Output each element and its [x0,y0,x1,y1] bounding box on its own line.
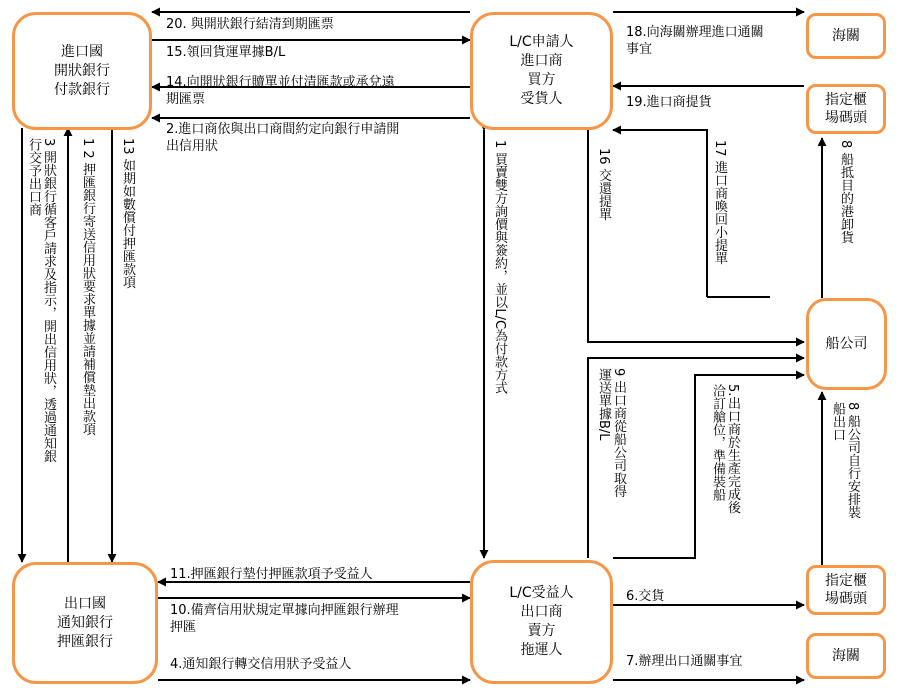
importer-bank-box [12,12,152,130]
step-15-label: 15.領回貨運單據B/L [166,45,286,60]
step-12-label: 1 2 押匯銀行寄送信用狀要求單據並請補償墊出款項 [80,138,95,436]
step-2-label: 2.進口商依與出口商間約定向銀行申請開 出信用狀 [166,122,400,154]
step-17-label: 17 進口商喚回小提單 [712,140,727,265]
step-8b-label: 8 船公司自行安排裝 船出口 [830,402,860,519]
step-3-label: 3 開狀銀行循客戶請求及指示，開出信用狀，透過通知銀 行交予出口商 [26,138,56,463]
beneficiary-line-1: L/C受益人 [509,585,574,601]
import-customs-label: 海關 [832,28,860,44]
beneficiary-box [470,560,613,684]
import-terminal-box [806,84,886,134]
beneficiary-line-3: 賣方 [527,623,556,639]
exporter-bank-line-3: 押匯銀行 [57,633,113,650]
export-customs-label: 海關 [832,648,860,664]
exporter-bank-box [12,562,158,684]
step-10-label: 10.備齊信用狀規定單據向押匯銀行辦理 押匯 [170,603,399,635]
arrow-17 [613,130,770,300]
exporter-bank-line-1: 出口國 [64,595,106,612]
beneficiary-line-2: 出口商 [520,604,563,620]
shipping-company-box [806,298,887,390]
shipping-company-label: 船公司 [825,335,868,352]
step-8a-label: 8 船抵目的港卸貨 [838,140,853,244]
exporter-bank-line-2: 通知銀行 [57,614,113,631]
applicant-line-2: 進口商 [520,53,563,69]
step-1-label: 1 買賣雙方詢價與簽約，並以L/C為付款方式 [492,140,507,395]
import-terminal-line-2: 場碼頭 [825,110,867,126]
step-11-label: 11.押匯銀行墊付押匯款項予受益人 [170,567,373,582]
arrow-5 [613,375,804,558]
export-terminal-line-1: 指定櫃 [825,573,867,589]
export-customs-box [806,633,886,679]
arrow-16 [588,130,804,342]
step-19-label: 19.進口商提貨 [626,95,712,110]
step-20-label: 20. 與開狀銀行結清到期匯票 [166,17,334,32]
export-terminal-box [806,565,886,615]
step-5-label: 5.出口商於生產完成後 洽訂艙位，準備裝船 [710,384,740,514]
import-customs-box [806,13,886,59]
export-terminal-line-2: 場碼頭 [825,591,867,607]
importer-bank-line-3: 付款銀行 [54,81,110,98]
applicant-line-1: L/C申請人 [509,34,574,50]
step-18-label: 18.向海關辦理進口通關 事宜 [626,25,764,57]
step-6-label: 6.交貨 [626,589,665,604]
applicant-box [470,12,613,130]
applicant-line-4: 受貨人 [520,91,563,107]
step-13-label: 13 如期如數償付押匯款項 [120,138,135,289]
import-terminal-line-1: 指定櫃 [825,92,867,108]
importer-bank-line-1: 進口國 [61,43,103,60]
beneficiary-line-4: 拖運人 [520,642,563,658]
applicant-line-3: 買方 [527,72,556,88]
step-4-label: 4.通知銀行轉交信用狀予受益人 [170,657,352,672]
step-16-label: 16 交還提單 [596,148,611,221]
importer-bank-line-2: 開狀銀行 [54,62,110,79]
step-7-label: 7.辦理出口通關事宜 [626,654,743,669]
step-9-label: 9 出口商從船公司取得 運送單據B/L [596,368,626,498]
step-14-label: 14.向開狀銀行贖單並付清匯款或承兌遠 期匯票 [166,75,395,107]
